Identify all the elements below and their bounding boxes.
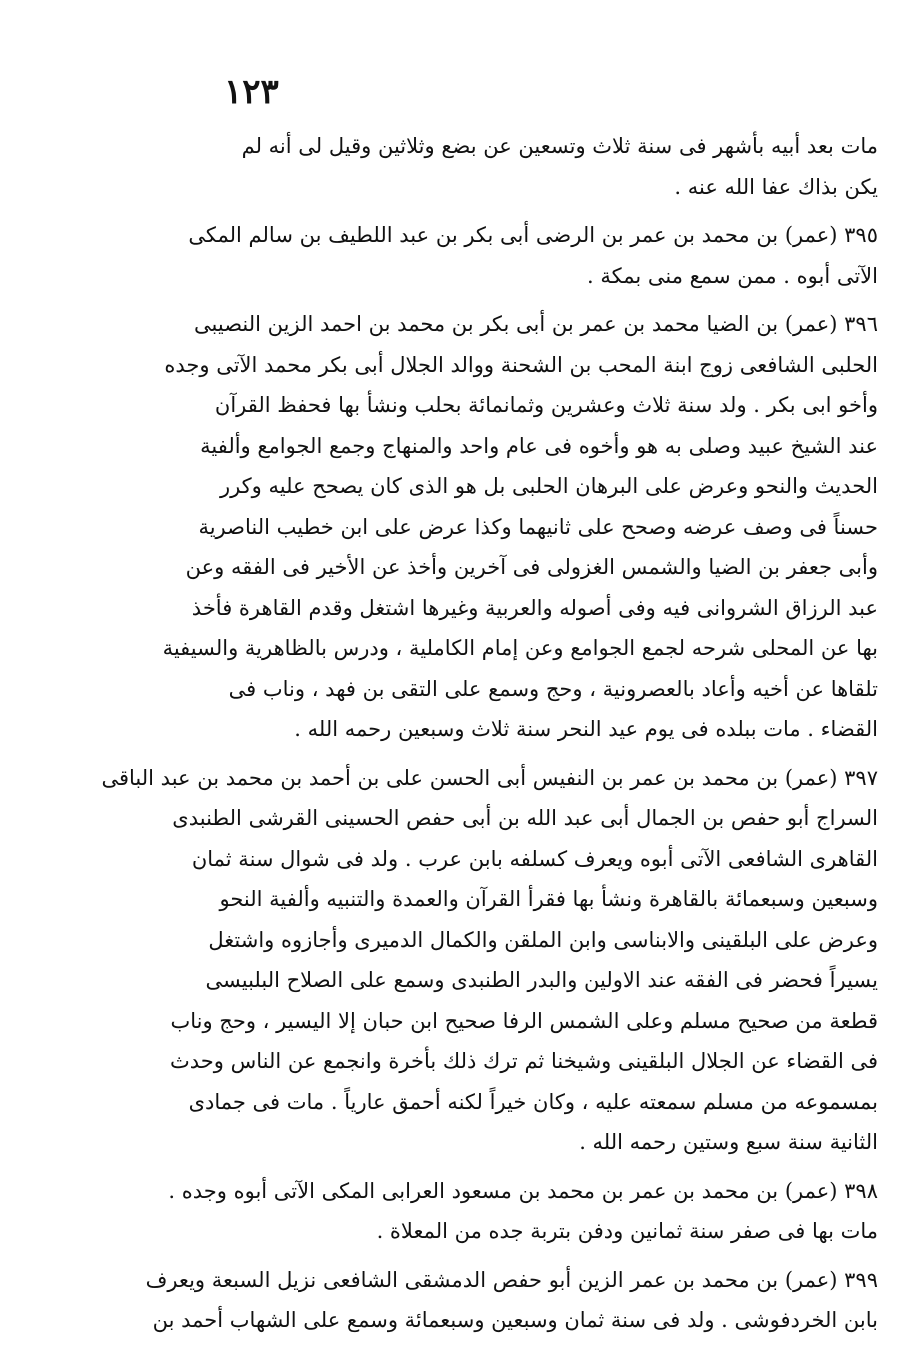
text-line: ٣٩٨ (عمر) بن محمد بن عمر بن محمد بن مسعود العرابى المكى الآتى أبوه وجده . — [168, 1178, 878, 1203]
text-line: الثانية سنة سبع وستين رحمه الله . — [579, 1130, 878, 1154]
text-line: ٣٩٥ (عمر) بن محمد بن عمر بن الرضى أبى بكر بن عبد اللطيف بن سالم المكى — [188, 223, 878, 247]
text-line: الحلبى الشافعى زوج ابنة المحب بن الشحنة ووالد الجلال أبى بكر محمد الآتى وجده — [164, 352, 878, 377]
text-line: وسبعين وسبعمائة بالقاهرة ونشأ بها فقرأ القرآن والعمدة والتنبيه وألفية النحو — [219, 887, 878, 911]
text-line: بمسموعه من مسلم سمعته عليه ، وكان خيراً لكنه أحمق عارياً . مات فى جمادى — [188, 1089, 878, 1114]
text-line: وأبى جعفر بن الضيا والشمس الغزولى فى آخرين وأخذ عن الأخير فى الفقه وعن — [185, 555, 878, 579]
text-line: فى القضاء عن الجلال البلقينى وشيخنا ثم ترك ذلك بأخرة وانجمع عن الناس وحدث — [170, 1049, 878, 1073]
text-line: عبد الرزاق الشروانى فيه وفى أصوله والعربية وغيرها اشتغل وقدم القاهرة فأخذ — [191, 595, 878, 620]
text-line: وعرض على البلقينى والابناسى وابن الملقن والكمال الدميرى وأجازوه واشتغل — [208, 927, 878, 952]
paragraph — [162, 304, 878, 750]
page-body-text — [101, 126, 878, 1341]
text-line: مات بها فى صفر سنة ثمانين ودفن بتربة جده من المعلاة . — [376, 1219, 878, 1243]
text-line: يسيراً فحضر فى الفقه عند الاولين والبدر الطنبدى وسمع على الصلاح البلبيسى — [205, 968, 878, 992]
text-line: قطعة من صحيح مسلم وعلى الشمس الرفا صحيح ابن حبان إلا اليسير ، وحج وناب — [170, 1008, 878, 1033]
paragraph — [145, 1260, 878, 1341]
paragraph — [188, 215, 878, 296]
paragraph — [101, 758, 878, 1163]
text-line: القضاء . مات ببلده فى يوم عيد النحر سنة ثلاث وسبعين رحمه الله . — [294, 717, 878, 741]
text-line: يكن بذاك عفا الله عنه . — [674, 174, 878, 199]
text-line: تلقاها عن أخيه وأعاد بالعصرونية ، وحج وسمع على التقى بن فهد ، وناب فى — [228, 676, 878, 701]
paragraph — [188, 126, 878, 207]
text-line: بابن الخردفوشى . ولد فى سنة ثمان وسبعين وسبعمائة وسمع على الشهاب أحمد بن — [152, 1308, 878, 1332]
text-line: حسناً فى وصف عرضه وصحح على ثانيهما وكذا عرض على ابن خطيب الناصرية — [198, 514, 878, 539]
text-line: الحديث والنحو وعرض على البرهان الحلبى بل هو الذى كان يصحح عليه وكرر — [219, 474, 878, 498]
paragraph — [168, 1171, 878, 1252]
text-line: الآتى أبوه . ممن سمع منى بمكة . — [587, 263, 878, 288]
text-line: وأخو ابى بكر . ولد سنة ثلاث وعشرين وثمانمائة بحلب ونشأ بها فحفظ القرآن — [214, 393, 878, 417]
text-line: عند الشيخ عبيد وصلى به هو وأخوه فى عام واحد والمنهاج وجمع الجوامع وألفية — [200, 433, 878, 458]
text-line: ٣٩٩ (عمر) بن محمد بن عمر الزين أبو حفص الدمشقى الشافعى نزيل السبعة ويعرف — [145, 1267, 878, 1292]
text-line: السراج أبو حفص بن الجمال أبى عبد الله بن أبى حفص الحسينى القرشى الطنبدى — [172, 806, 878, 830]
page-number: ١٢٣ — [224, 72, 279, 112]
text-line: بها عن المحلى شرحه لجمع الجوامع وعن إمام الكاملية ، ودرس بالظاهرية والسيفية — [162, 636, 878, 660]
text-line: القاهرى الشافعى الآتى أبوه ويعرف كسلفه بابن عرب . ولد فى شوال سنة ثمان — [191, 846, 878, 871]
text-line: ٣٩٦ (عمر) بن الضيا محمد بن عمر بن أبى بكر بن محمد بن احمد الزين النصيبى — [194, 312, 878, 336]
text-line: مات بعد أبيه بأشهر فى سنة ثلاث وتسعين عن بضع وثلاثين وقيل لى أنه لم — [241, 134, 878, 158]
text-line: ٣٩٧ (عمر) بن محمد بن عمر بن النفيس أبى الحسن على بن أحمد بن محمد بن عبد الباقى — [101, 765, 878, 790]
